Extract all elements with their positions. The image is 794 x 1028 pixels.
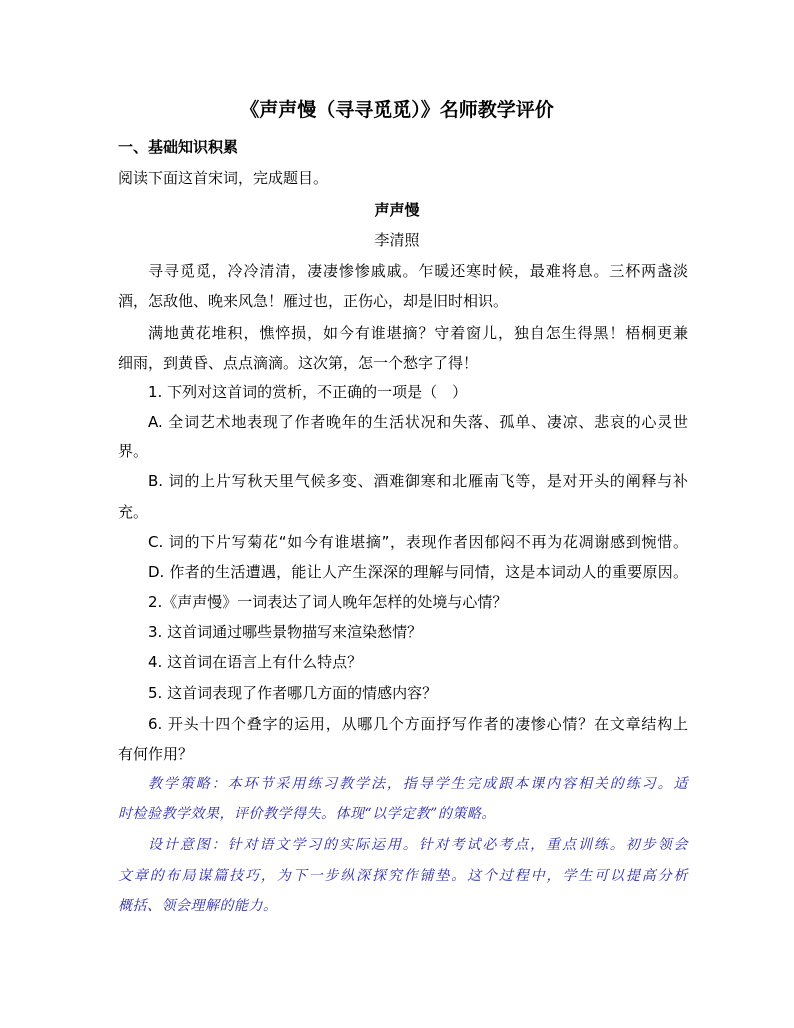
question-2: 2.《声声慢》一词表达了词人晚年怎样的处境与心情？ — [148, 593, 508, 611]
poem-stanza1-line2: 酒，怎敌他、晚来风急！雁过也，正伤心，却是旧时相识。 — [118, 292, 509, 310]
question-3: 3. 这首词通过哪些景物描写来渲染愁情？ — [148, 623, 423, 641]
question-1-option-a-line1: A. 全词艺术地表现了作者晚年的生活状况和失落、孤单、凄凉、悲哀的心灵世 — [148, 413, 688, 431]
poem-stanza2-line2: 细雨，到黄昏、点点滴滴。这次第，怎一个愁字了得！ — [118, 354, 479, 372]
question-1-option-a-line2: 界。 — [118, 442, 149, 460]
question-1-option-b-line2: 充。 — [118, 503, 149, 521]
question-5: 5. 这首词表现了作者哪几方面的情感内容？ — [148, 684, 438, 702]
document-title: 《声声慢（寻寻觅觅）》名师教学评价 — [240, 99, 554, 121]
section-heading: 一、基础知识积累 — [118, 138, 239, 156]
design-intent-line3: 概括、领会理解的能力。 — [118, 898, 278, 914]
design-intent-line1: 设计意图：针对语文学习的实际运用。针对考试必考点，重点训练。初步领会 — [148, 837, 688, 853]
question-6-line2: 有何作用？ — [118, 745, 194, 763]
poem-stanza1-line1: 寻寻觅觅，冷冷清清，凄凄惨惨戚戚。乍暖还寒时候，最难将息。三杯两盏淡 — [148, 262, 688, 280]
poem-author: 李清照 — [374, 231, 420, 249]
question-1-option-c: C. 词的下片写菊花“如今有谁堪摘”，表现作者因郁闷不再为花凋谢感到惋惜。 — [148, 533, 688, 551]
question-6-line1: 6. 开头十四个叠字的运用，从哪几个方面抒写作者的凄惨心情？在文章结构上 — [148, 715, 688, 733]
instruction-text: 阅读下面这首宋词，完成题目。 — [118, 169, 329, 187]
question-1-option-d: D. 作者的生活遭遇，能让人产生深深的理解与同情，这是本词动人的重要原因。 — [148, 563, 688, 581]
teaching-strategy-line1: 教学策略：本环节采用练习教学法，指导学生完成跟本课内容相关的练习。适 — [148, 776, 688, 792]
design-intent-line2: 文章的布局谋篇技巧，为下一步纵深探究作铺垫。这个过程中，学生可以提高分析 — [118, 868, 688, 884]
teaching-strategy-line2: 时检验教学效果，评价教学得失。体现“以学定教”的策略。 — [118, 806, 496, 822]
poem-stanza2-line1: 满地黄花堆积，憔悴损，如今有谁堪摘？守着窗儿，独自怎生得黑！梧桐更兼 — [148, 324, 688, 342]
question-4: 4. 这首词在语言上有什么特点？ — [148, 653, 363, 671]
poem-title: 声声慢 — [374, 201, 420, 219]
question-1-option-b-line1: B. 词的上片写秋天里气候多变、酒难御寒和北雁南飞等，是对开头的阐释与补 — [148, 472, 688, 490]
question-1-stem: 1. 下列对这首词的赏析，不正确的一项是（ ） — [148, 383, 468, 401]
